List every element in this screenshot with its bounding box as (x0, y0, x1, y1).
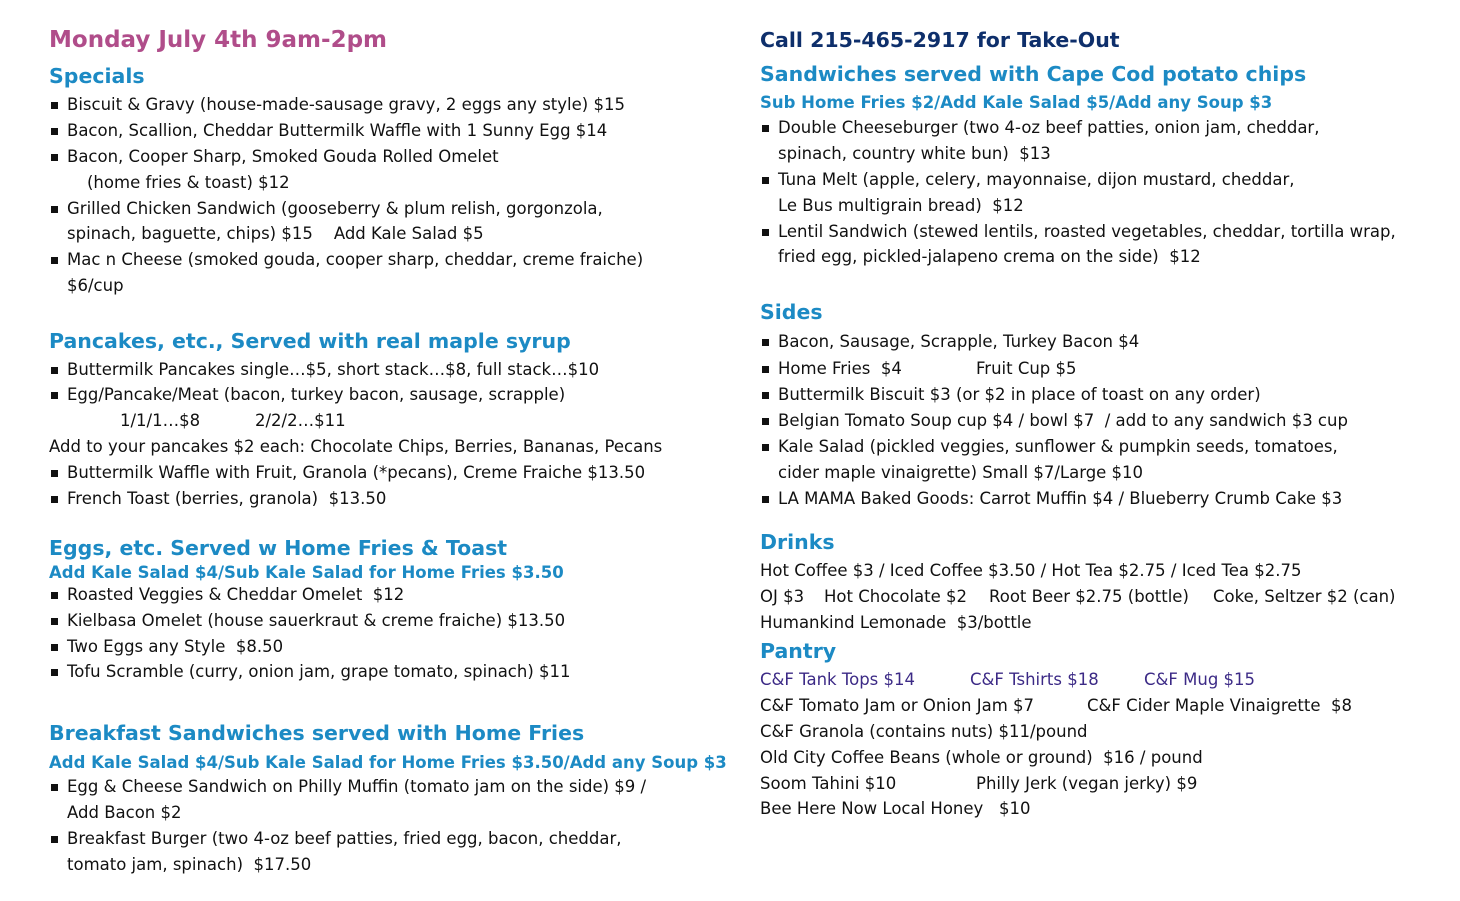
pantry-merch-item: C&F Tshirts $18 (970, 670, 1099, 689)
breakfast-sandwiches-heading: Breakfast Sandwiches served with Home Fries (49, 721, 585, 745)
eggs-heading: Eggs, etc. Served w Home Fries & Toast (49, 536, 508, 560)
list-item: Lentil Sandwich (stewed lentils, roasted vegetables, cheddar, tortilla wrap, (778, 222, 1396, 241)
pantry-merch-item: C&F Mug $15 (1144, 670, 1256, 689)
bullet (762, 339, 769, 346)
drinks-item: Coke, Seltzer $2 (can) (1213, 587, 1396, 606)
pancake-addons: Add to your pancakes $2 each: Chocolate Chips, Berries, Bananas, Pecans (49, 437, 663, 456)
specials-heading: Specials (49, 64, 145, 88)
bullet (762, 418, 769, 425)
pantry-item: Old City Coffee Beans (whole or ground) $16 / pound (760, 748, 1203, 767)
list-item: Tofu Scramble (curry, onion jam, grape tomato, spinach) $11 (67, 662, 571, 681)
list-item-continued: spinach, country white bun) $13 (778, 144, 1051, 163)
bullet (51, 257, 58, 264)
list-item: LA MAMA Baked Goods: Carrot Muffin $4 / Blueberry Crumb Cake $3 (778, 489, 1343, 508)
pantry-item: C&F Tomato Jam or Onion Jam $7 (760, 696, 1035, 715)
bullet (762, 392, 769, 399)
sandwiches-subheading: Sub Home Fries $2/Add Kale Salad $5/Add any Soup $3 (760, 93, 1273, 112)
list-item: Buttermilk Biscuit $3 (or $2 in place of toast on any order) (778, 385, 1261, 404)
bullet (762, 177, 769, 184)
list-item-continued: $6/cup (67, 276, 124, 295)
pancakes-heading: Pancakes, etc., Served with real maple syrup (49, 329, 571, 353)
bullet (762, 444, 769, 451)
bullet (51, 367, 58, 374)
bullet (51, 592, 58, 599)
drinks-line: Hot Coffee $3 / Iced Coffee $3.50 / Hot Tea $2.75 / Iced Tea $2.75 (760, 561, 1302, 580)
list-item: Two Eggs any Style $8.50 (67, 637, 284, 656)
list-item: Egg & Cheese Sandwich on Philly Muffin (tomato jam on the side) $9 / (67, 777, 647, 796)
list-item-continued: Add Bacon $2 (67, 803, 182, 822)
list-item: Buttermilk Pancakes single…$5, short stack…$8, full stack…$10 (67, 360, 600, 379)
bullet (51, 669, 58, 676)
drinks-line: Humankind Lemonade $3/bottle (760, 613, 1032, 632)
combo-price: 1/1/1…$8 (120, 411, 201, 430)
list-item: Fruit Cup $5 (976, 359, 1077, 378)
drinks-item: Hot Chocolate $2 (824, 587, 968, 606)
list-item: Home Fries $4 (778, 359, 902, 378)
list-item: Bacon, Cooper Sharp, Smoked Gouda Rolled Omelet (67, 147, 499, 166)
bullet (51, 618, 58, 625)
list-item-continued: tomato jam, spinach) $17.50 (67, 855, 312, 874)
bullet (762, 366, 769, 373)
bullet (51, 154, 58, 161)
pantry-item: Soom Tahini $10 (760, 774, 897, 793)
list-item: Belgian Tomato Soup cup $4 / bowl $7 / add to any sandwich $3 cup (778, 411, 1348, 430)
list-item-continued: (home fries & toast) $12 (87, 173, 290, 192)
list-item: Egg/Pancake/Meat (bacon, turkey bacon, sausage, scrapple) (67, 385, 566, 404)
bullet (51, 644, 58, 651)
list-item: Roasted Veggies & Cheddar Omelet $12 (67, 585, 405, 604)
bullet (51, 102, 58, 109)
list-item: French Toast (berries, granola) $13.50 (67, 489, 387, 508)
pantry-item: Bee Here Now Local Honey $10 (760, 799, 1031, 818)
list-item: Biscuit & Gravy (house-made-sausage gravy, 2 eggs any style) $15 (67, 95, 625, 114)
list-item: Breakfast Burger (two 4-oz beef patties, fried egg, bacon, cheddar, (67, 829, 622, 848)
bullet (51, 128, 58, 135)
list-item: Kale Salad (pickled veggies, sunflower & pumpkin seeds, tomatoes, (778, 437, 1338, 456)
list-item-continued: cider maple vinaigrette) Small $7/Large $10 (778, 463, 1144, 482)
list-item-continued: fried egg, pickled-jalapeno crema on the side) $12 (778, 247, 1201, 266)
sandwiches-heading: Sandwiches served with Cape Cod potato chips (760, 62, 1307, 86)
list-item-continued: spinach, baguette, chips) $15 Add Kale Salad $5 (67, 224, 484, 243)
pantry-heading: Pantry (760, 639, 837, 663)
pantry-merch-item: C&F Tank Tops $14 (760, 670, 916, 689)
list-item: Buttermilk Waffle with Fruit, Granola (*pecans), Creme Fraiche $13.50 (67, 463, 646, 482)
bullet (51, 206, 58, 213)
bullet (51, 470, 58, 477)
bullet (51, 784, 58, 791)
breakfast-sandwiches-subheading: Add Kale Salad $4/Sub Kale Salad for Home Fries $3.50/Add any Soup $3 (49, 753, 727, 772)
list-item: Mac n Cheese (smoked gouda, cooper sharp, cheddar, creme fraiche) (67, 250, 644, 269)
bullet (51, 392, 58, 399)
drinks-item: OJ $3 (760, 587, 805, 606)
list-item: Bacon, Sausage, Scrapple, Turkey Bacon $4 (778, 332, 1140, 351)
list-item: Grilled Chicken Sandwich (gooseberry & plum relish, gorgonzola, (67, 199, 603, 218)
combo-price: 2/2/2…$11 (255, 411, 346, 430)
list-item: Bacon, Scallion, Cheddar Buttermilk Waffle with 1 Sunny Egg $14 (67, 121, 608, 140)
bullet (51, 836, 58, 843)
list-item: Kielbasa Omelet (house sauerkraut & creme fraiche) $13.50 (67, 611, 566, 630)
drinks-heading: Drinks (760, 530, 835, 554)
pantry-item: Philly Jerk (vegan jerky) $9 (976, 774, 1198, 793)
pantry-item: C&F Granola (contains nuts) $11/pound (760, 722, 1088, 741)
takeout-phone: Call 215-465-2917 for Take-Out (760, 28, 1120, 52)
drinks-item: Root Beer $2.75 (bottle) (989, 587, 1189, 606)
bullet (762, 496, 769, 503)
list-item: Tuna Melt (apple, celery, mayonnaise, dijon mustard, cheddar, (778, 170, 1295, 189)
eggs-subheading: Add Kale Salad $4/Sub Kale Salad for Home Fries $3.50 (49, 563, 564, 582)
menu-date-title: Monday July 4th 9am-2pm (49, 27, 388, 53)
bullet (762, 125, 769, 132)
bullet (762, 229, 769, 236)
sides-heading: Sides (760, 300, 823, 324)
pantry-item: C&F Cider Maple Vinaigrette $8 (1087, 696, 1352, 715)
list-item: Double Cheeseburger (two 4-oz beef patties, onion jam, cheddar, (778, 118, 1320, 137)
bullet (51, 496, 58, 503)
list-item-continued: Le Bus multigrain bread) $12 (778, 196, 1024, 215)
